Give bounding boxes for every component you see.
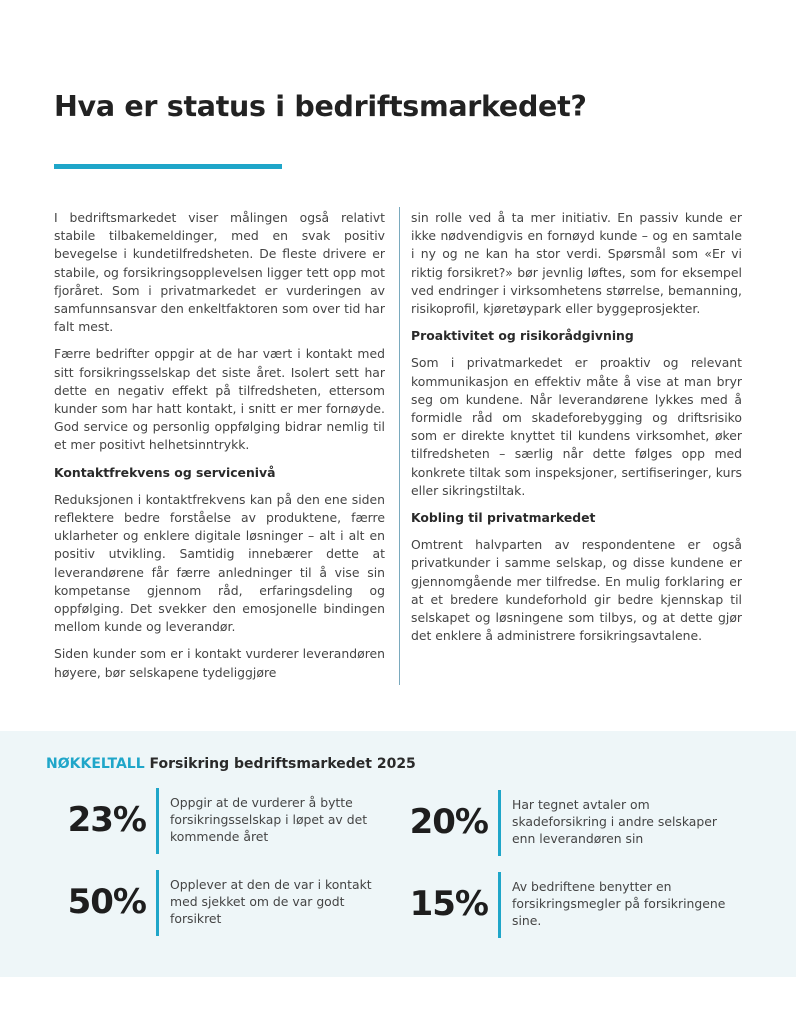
stat-value: 23% [67, 800, 146, 840]
paragraph: Færre bedrifter oppgir at de har vært i kontakt med sitt forsikringsselskap det siste året. Isolert sett har dette en negativ effekt på tilfredsheten, ettersom kunder som har hatt kontakt, i snitt er mer fornøyde. God service og personlig oppfølging bidrar nemlig til et mer positivt helhetsinntrykk. [54, 346, 385, 453]
stat-description: Av bedriftene benytter en forsikringsmegler på forsikringene sine. [512, 879, 726, 928]
stat-item [56, 870, 401, 936]
column-divider [399, 207, 400, 685]
stat-description: Opplever at den de var i kontakt med sjekket om de var godt forsikret [170, 877, 372, 926]
paragraph: Omtrent halvparten av respondentene er også privatkunder i samme selskap, og disse kundene er gjennomgående mer tilfredse. En mulig forklaring er at et bredere kundeforhold gir bedre kjennskap til selskapet og løsningene som tilbys, og at dette gjør det enklere å administrere forsikringsavtalene. [411, 537, 742, 644]
stat-item [56, 788, 401, 854]
stat-description: Oppgir at de vurderer å bytte forsikringsselskap i løpet av det kommende året [170, 795, 368, 844]
page-title: Hva er status i bedriftsmarkedet? [54, 90, 587, 123]
left-column [54, 209, 385, 691]
right-column [411, 209, 742, 654]
stat-accent-bar [498, 872, 501, 938]
key-figures-heading [46, 756, 416, 772]
paragraph: Reduksjonen i kontaktfrekvens kan på den ene siden reflektere bedre forståelse av produktene, færre uklarheter og enklere digitale løsninger – alt i alt en positiv utvikling. Samtidig innebærer dette at leverandørene får færre anledninger til å vise sin kompetanse gjennom råd, erfaringsdeling og oppfølging. Det svekker den emosjonelle bindingen mellom kunde og leverandør. [54, 491, 385, 635]
title-underline [54, 164, 282, 169]
stat-value: 20% [409, 802, 488, 842]
stat-item [398, 872, 743, 938]
key-figures-label: NØKKELTALL [46, 756, 145, 772]
stat-value: 50% [67, 882, 146, 922]
paragraph: Som i privatmarkedet er proaktiv og relevant kommunikasjon en effektiv måte å vise at man bryr seg om kundene. Når leverandørene lykkes med å formidle råd om skadeforebygging og driftsrisiko som er direkte knyttet til kundens virksomhet, øker tilfredsheten – særlig når dette følges opp med konkrete tiltak som inspeksjoner, sertifiseringer, kurs eller sikringstiltak. [411, 355, 742, 498]
stat-item [398, 790, 743, 856]
stat-accent-bar [156, 870, 159, 936]
section-heading: Kontaktfrekvens og servicenivå [54, 464, 276, 480]
stat-description: Har tegnet avtaler om skadeforsikring i andre selskaper enn leverandøren sin [512, 797, 717, 846]
section-heading: Kobling til privatmarkedet [411, 510, 596, 526]
stat-accent-bar [498, 790, 501, 856]
paragraph: Siden kunder som er i kontakt vurderer leverandøren høyere, bør selskapene tydeliggjøre [54, 646, 385, 680]
key-figures-title: Forsikring bedriftsmarkedet 2025 [149, 756, 416, 772]
section-heading: Proaktivitet og risikorådgivning [411, 328, 634, 344]
paragraph: sin rolle ved å ta mer initiativ. En passiv kunde er ikke nødvendigvis en fornøyd kunde – og en samtale i ny og ne kan ha stor verdi. Spørsmål som «Er vi riktig forsikret?» bør jevnlig løftes, som for eksempel ved endringer i virksomhetens størrelse, bemanning, risikoprofil, kjøretøypark eller byggeprosjekter. [411, 210, 742, 317]
paragraph: I bedriftsmarkedet viser målingen også relativt stabile tilbakemeldinger, med en svak positiv bevegelse i kundetilfredsheten. De fleste drivere er stabile, og forsikringsopplevelsen ligger tett opp mot fjoråret. Som i privatmarkedet er vurderingen av samfunnsansvar den enkeltfaktoren som over tid har falt mest. [54, 210, 385, 335]
stat-value: 15% [409, 884, 488, 924]
stat-accent-bar [156, 788, 159, 854]
